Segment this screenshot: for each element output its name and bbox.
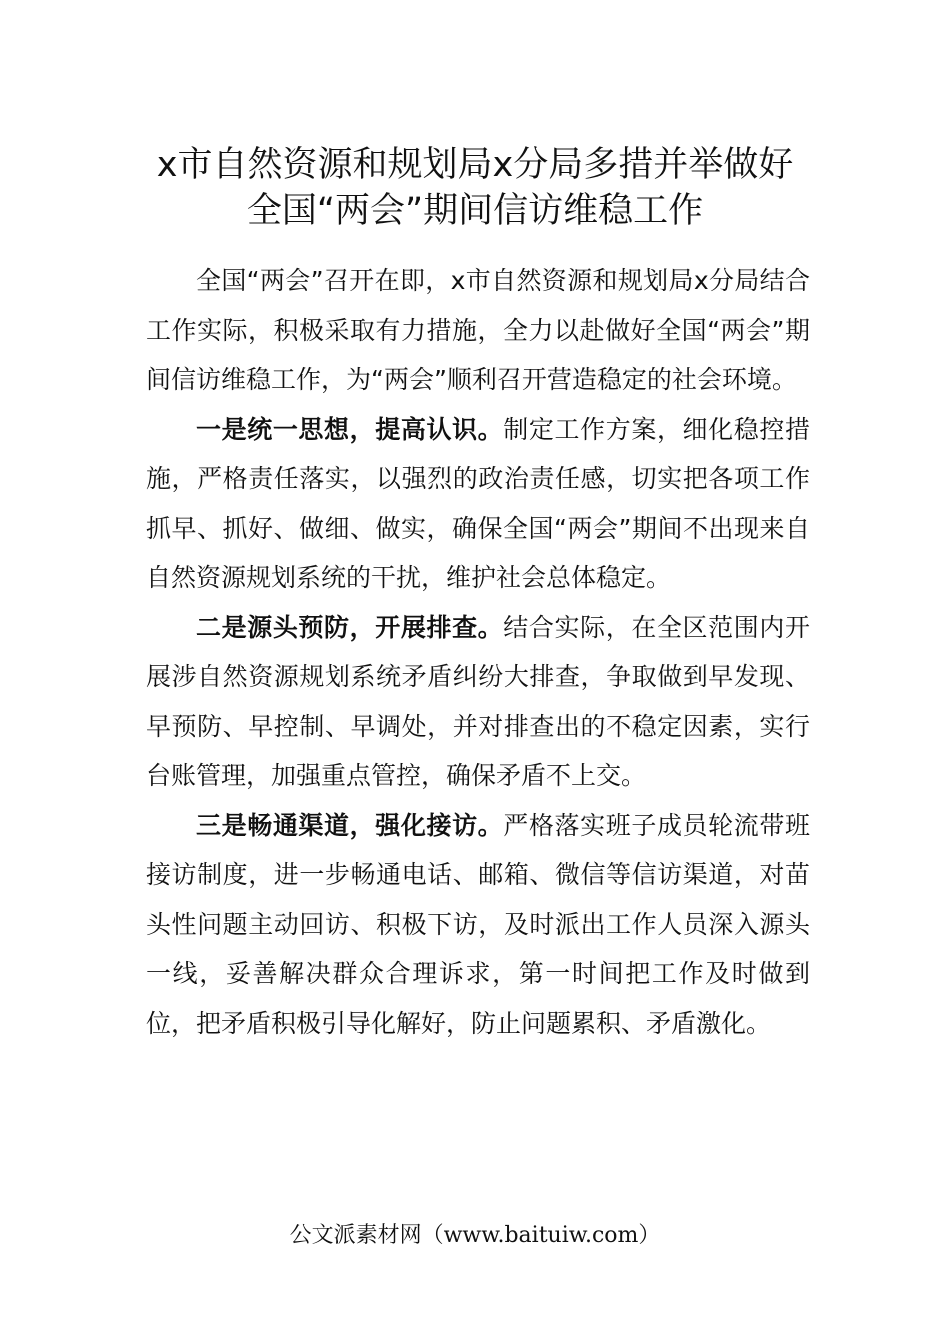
footer-source: 公文派素材网（www.baituiw.com） [289,1223,661,1248]
paragraph-text: 制定工作方案，细化稳控措施，严格责任落实，以强烈的政治责任感，切实把各项工作抓早、抓好、做细、做实，确保全国“两会”期间不出现来自自然资源规划系统的干扰，维护社会总体稳定。 [146,414,810,592]
paragraph-text: 结合实际，在全区范围内开展涉自然资源规划系统矛盾纠纷大排查，争取做到早发现、早预防、早控制、早调处，并对排查出的不稳定因素，实行台账管理，加强重点管控，确保矛盾不上交。 [146,612,810,790]
paragraph-text: 全国“两会”召开在即，x市自然资源和规划局x分局结合工作实际，积极采取有力措施，全力以赴做好全国“两会”期间信访维稳工作，为“两会”顺利召开营造稳定的社会环境。 [146,266,810,394]
document-body [146,256,810,1048]
paragraph-point-1 [146,405,810,603]
title-line-2: 全国“两会”期间信访维稳工作 [246,191,704,231]
paragraph-intro [146,256,810,405]
paragraph-lead: 一是统一思想，提高认识。 [196,414,504,444]
paragraph-text: 严格落实班子成员轮流带班接访制度，进一步畅通电话、邮箱、微信等信访渠道，对苗头性问题主动回访、积极下访，及时派出工作人员深入源头一线，妥善解决群众合理诉求，第一时间把工作及时做到位，把矛盾积极引导化解好，防止问题累积、矛盾激化。 [146,810,810,1038]
paragraph-lead: 二是源头预防，开展排查。 [196,612,504,642]
paragraph-point-3 [146,801,810,1049]
title-line-1: x市自然资源和规划局x分局多措并举做好 [156,145,794,185]
paragraph-lead: 三是畅通渠道，强化接访。 [196,810,504,840]
paragraph-point-2 [146,603,810,801]
document-title [120,142,830,234]
